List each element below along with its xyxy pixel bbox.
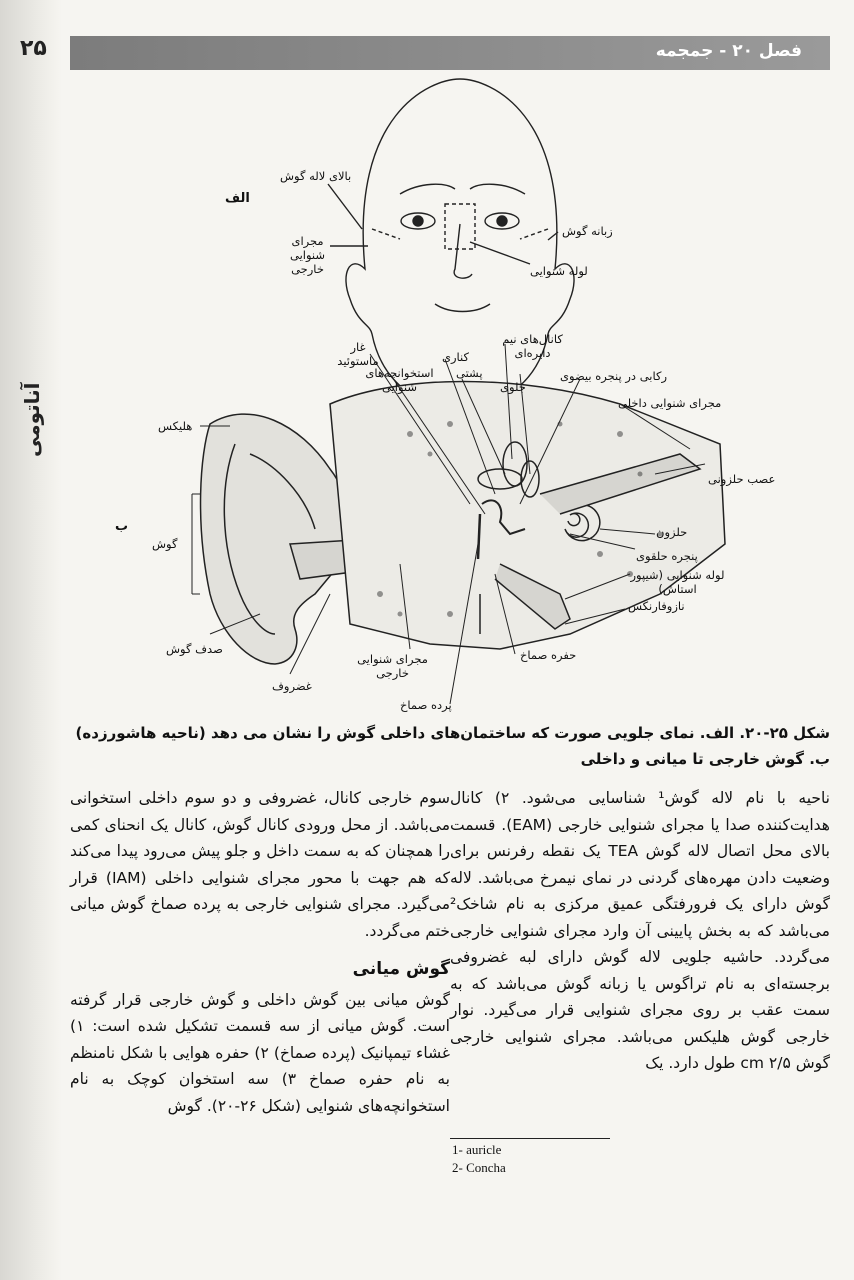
page-spine-shadow bbox=[0, 0, 62, 1280]
chapter-title: فصل ۲۰ - جمجمه bbox=[655, 41, 802, 61]
label-above-auricle: بالای لاله گوش bbox=[280, 169, 352, 183]
label-eardrum: پرده صماخ bbox=[400, 698, 452, 712]
label-lateral: کناری bbox=[442, 350, 470, 364]
ear-anatomy-figure bbox=[100, 74, 820, 714]
footnote-2: 2- Concha bbox=[452, 1160, 506, 1175]
ear-anatomy-drawing bbox=[100, 74, 820, 714]
label-tragus: زبانه گوش bbox=[562, 224, 613, 238]
label-concha: صدف گوش bbox=[166, 642, 223, 656]
label-ear: گوش bbox=[152, 537, 178, 551]
label-ossicles: استخوانچه‌های شنوایی bbox=[365, 366, 434, 394]
body-left-column bbox=[70, 785, 450, 1119]
label-stapes: رکابی در پنجره بیضوی bbox=[560, 369, 668, 383]
body-right-column bbox=[450, 785, 830, 1077]
label-nasopharynx: نازوفارنکس bbox=[628, 599, 685, 613]
label-round-window: پنجره حلقوی bbox=[636, 549, 698, 563]
panel-label-b: ب bbox=[115, 519, 129, 534]
page-number: ۲۵ bbox=[20, 36, 47, 61]
label-semicircular-canals: کانال‌های نیم دایره‌ای bbox=[502, 332, 563, 360]
footnote-rule bbox=[450, 1138, 610, 1139]
chapter-header-bar bbox=[70, 36, 830, 70]
label-external-meatus-b: مجرای شنوایی خارجی bbox=[357, 652, 428, 680]
label-cartilage: غضروف bbox=[272, 679, 312, 693]
section-title-middle-ear: گوش میانی bbox=[352, 959, 450, 979]
label-helix: هلیکس bbox=[158, 419, 193, 433]
footnote-1: 1- auricle bbox=[452, 1142, 502, 1157]
label-posterior: پشتی bbox=[456, 366, 483, 380]
paragraph-ear-canal: سوم خارجی کانال، غضروفی و دو سوم داخلی استخوانی می‌باشد. از محل ورودی کانال گوش، کانال یک انحنای کمی را همچنان که به سمت داخل و جلو پیش می‌رود پیدا می‌کند که هم جهت با محور مجرای شنوایی داخلی (IAM) قرار می‌گیرد. مجرای شنوایی خارجی به پرده صماخ گوش میانی ختم می‌گردد. bbox=[70, 789, 450, 940]
figure-caption: شکل ۲۵-۲۰. الف. نمای جلویی صورت که ساختمان‌های داخلی گوش را نشان می دهد (ناحیه هاشورزده) ب. گوش خارجی تا میانی و داخلی bbox=[75, 724, 830, 768]
label-auditory-tube: لوله شنوایی (شیپور استاش) bbox=[630, 568, 725, 596]
label-internal-meatus: مجرای شنوایی داخلی bbox=[618, 396, 722, 410]
paragraph-outer-ear: ناحیه با نام لاله گوش¹ شناسایی می‌شود. ۲) کانال هدایت‌کننده صدا یا مجرای شنوایی خارجی (EAM). قسمت بالای محل اتصال لاله گوش TEA یک نقطه رفرنس برای وضعیت دادن مهره‌های گردنی در نمای نیمرخ می‌باشد. لاله گوش دارای یک فرورفتگی عمیق مرکزی به نام شاخک² می‌باشد که به بخش پایینی آن وارد مجرای شنوایی خارجی می‌گردد. حاشیه جلویی لاله گوش دارای لبه غضروفی برجسته‌ای به نام تراگوس یا زبانه گوش می‌باشد که به سمت عقب بر روی مجرای شنوایی قرار می‌گیرد. نوار خارجی گوش هلیکس می‌باشد. مجرای شنوایی خارجی گوش ۲/۵ cm طول دارد. یک bbox=[450, 789, 830, 1072]
label-eustachian-tube-a: لوله شنوایی bbox=[530, 264, 588, 278]
label-anterior: جلوی bbox=[500, 380, 526, 394]
label-mastoid-antrum: غار ماستوئید bbox=[337, 340, 379, 368]
paragraph-middle-ear: گوش میانی بین گوش داخلی و گوش خارجی قرار گرفته است. گوش میانی از سه قسمت تشکیل شده است: ۱) غشاء تیمپانیک (پرده صماخ) ۲) حفره هوایی با شکل نامنظم به نام حفره صماخ ۳) سه استخوان کوچک به نام استخوانچه‌های شنوایی (شکل ۲۶-۲۰). گوش bbox=[70, 990, 451, 1115]
side-section-label: آناتومی bbox=[20, 382, 44, 458]
label-cochlear-nerve: عصب حلزونی bbox=[708, 472, 776, 486]
label-tympanic-cavity: حفره صماخ bbox=[520, 648, 577, 662]
panel-label-a: الف bbox=[225, 191, 250, 206]
auricle-outline bbox=[201, 414, 351, 664]
label-cochlea: حلزون bbox=[656, 525, 688, 539]
label-external-meatus-a: مجرای شنوایی خارجی bbox=[289, 234, 326, 276]
